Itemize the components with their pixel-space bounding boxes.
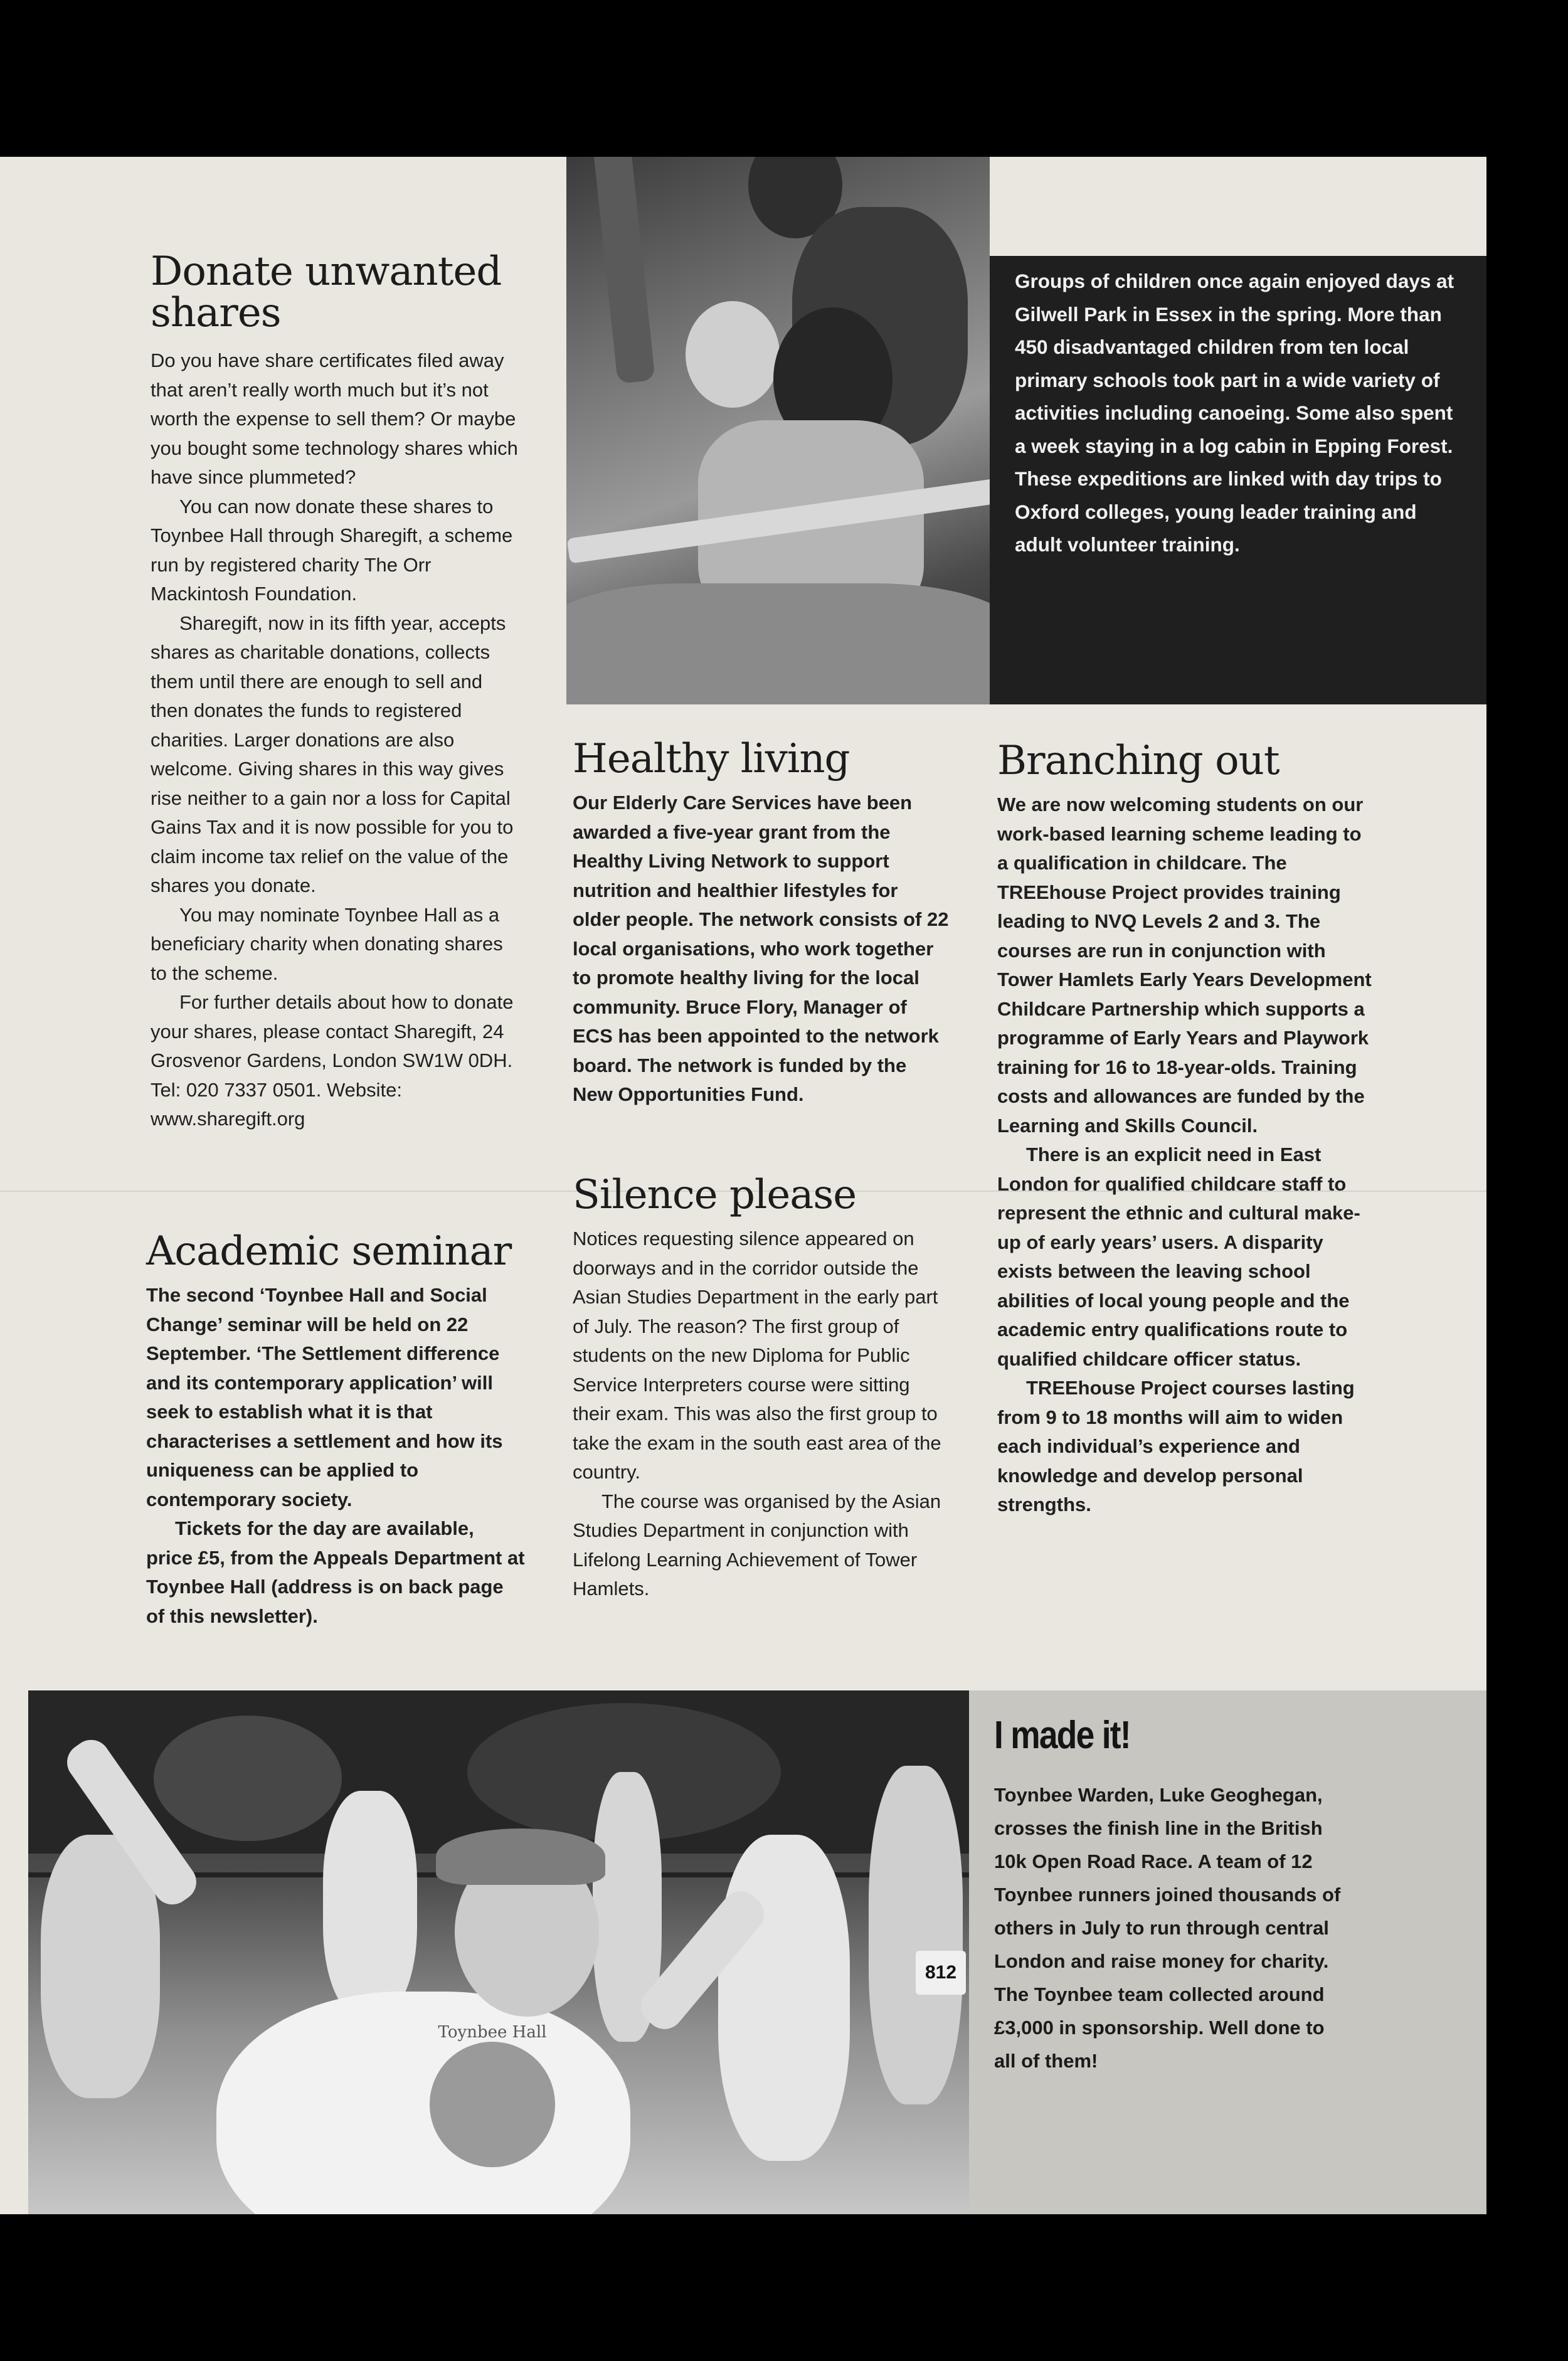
paragraph: You can now donate these shares to Toynbee Hall through Sharegift, a scheme run by registered charity The Orr Mackintosh Foundation. bbox=[151, 495, 513, 605]
gilwell-caption: Groups of children once again enjoyed days at Gilwell Park in Essex in the spring. More than 450 disadvantaged children from ten local primary schools took part in a wide variety of activities including canoeing. Some also spent a week staying in a log cabin in Epping Forest. These expeditions are linked with day trips to Oxford colleges, young leader training and adult volunteer training. bbox=[1015, 270, 1454, 556]
paragraph: The course was organised by the Asian Studies Department in conjunction with Lifelong Learning Achievement of Tower Hamlets. bbox=[573, 1490, 941, 1600]
race-bib: 812 bbox=[916, 1951, 966, 1995]
madeit-heading: I made it! bbox=[994, 1714, 1130, 1757]
paragraph: Sharegift, now in its fifth year, accepts shares as charitable donations, collects them until there are enough to sell and then donates the funds to registered charities. Larger donations are also welcome. Giving shares in this way gives rise neither to a gain nor a loss for Capital Gains Tax and it is now possible for you to claim income tax relief on the value of the shares you donate. bbox=[151, 612, 514, 896]
paragraph: Tickets for the day are available, price £5, from the Appeals Department at Toynbee Hall (address is on back page of this newsletter). bbox=[146, 1517, 525, 1627]
madeit-box bbox=[969, 1690, 1486, 2214]
paragraph: For further details about how to donate your shares, please contact Sharegift, 24 Grosvenor Gardens, London SW1W 0DH. Tel: 020 7337 0501. Website: www.sharegift.org bbox=[151, 991, 514, 1130]
paragraph: Our Elderly Care Services have been awarded a five-year grant from the Healthy Living Network to support nutrition and healthier lifestyles for older people. The network consists of 22 local organisations, who work together to promote healthy living for the local community. Bruce Flory, Manager of ECS has been appointed to the network board. The network is funded by the New Opportunities Fund. bbox=[573, 792, 949, 1105]
academic-heading: Academic seminar bbox=[146, 1228, 512, 1275]
academic-section bbox=[146, 1229, 526, 1631]
silence-heading: Silence please bbox=[573, 1172, 857, 1218]
gilwell-caption-box bbox=[990, 256, 1486, 704]
healthy-heading: Healthy living bbox=[573, 736, 850, 782]
branching-section bbox=[997, 739, 1374, 1520]
donate-section bbox=[151, 248, 524, 1134]
healthy-section bbox=[573, 737, 949, 1110]
silence-section bbox=[573, 1173, 949, 1604]
canoeing-photo bbox=[566, 157, 990, 704]
shirt-text: Toynbee Hall bbox=[438, 2023, 547, 2042]
donate-heading: Donate unwanted shares bbox=[151, 248, 502, 336]
paragraph: Do you have share certificates filed away that aren’t really worth much but it’s not worth the expense to sell them? Or maybe you bought some technology shares which have since plummeted? bbox=[151, 349, 518, 488]
madeit-caption: Toynbee Warden, Luke Geoghegan, crosses the finish line in the British 10k Open Road Race. A team of 12 Toynbee runners joined thousands of others in July to run through central London and raise money for charity. The Toynbee team collected around £3,000 in sponsorship. Well done to all of them! bbox=[994, 1784, 1341, 2072]
road-race-photo bbox=[28, 1690, 969, 2214]
paragraph: We are now welcoming students on our work-based learning scheme leading to a qualification in childcare. The TREEhouse Project provides training leading to NVQ Levels 2 and 3. The courses are run in conjunction with Tower Hamlets Early Years Development Childcare Partnership which supports a programme of Early Years and Playwork training for 16 to 18-year-olds. Training costs and allowances are funded by the Learning and Skills Council. bbox=[997, 793, 1372, 1137]
branching-heading: Branching out bbox=[997, 738, 1279, 784]
paragraph: TREEhouse Project courses lasting from 9 to 18 months will aim to widen each individual’s experience and knowledge and develop personal strengths. bbox=[997, 1377, 1355, 1515]
paragraph: The second ‘Toynbee Hall and Social Change’ seminar will be held on 22 September. ‘The Settlement difference and its contemporary application’ will seek to establish what it is that characterises a settlement and how its uniqueness can be applied to contemporary society. bbox=[146, 1284, 503, 1510]
paragraph: There is an explicit need in East London for qualified childcare staff to represent the ethnic and cultural make-up of early years’ users. A disparity exists between the leaving school abilities of local young people and the academic entry qualifications route to qualified childcare officer status. bbox=[997, 1143, 1360, 1370]
paragraph: Notices requesting silence appeared on doorways and in the corridor outside the Asian Studies Department in the early part of July. The reason? The first group of students on the new Diploma for Public Service Interpreters course were sitting their exam. This was also the first group to take the exam in the south east area of the country. bbox=[573, 1228, 941, 1483]
paragraph: You may nominate Toynbee Hall as a beneficiary charity when donating shares to the scheme. bbox=[151, 903, 503, 984]
